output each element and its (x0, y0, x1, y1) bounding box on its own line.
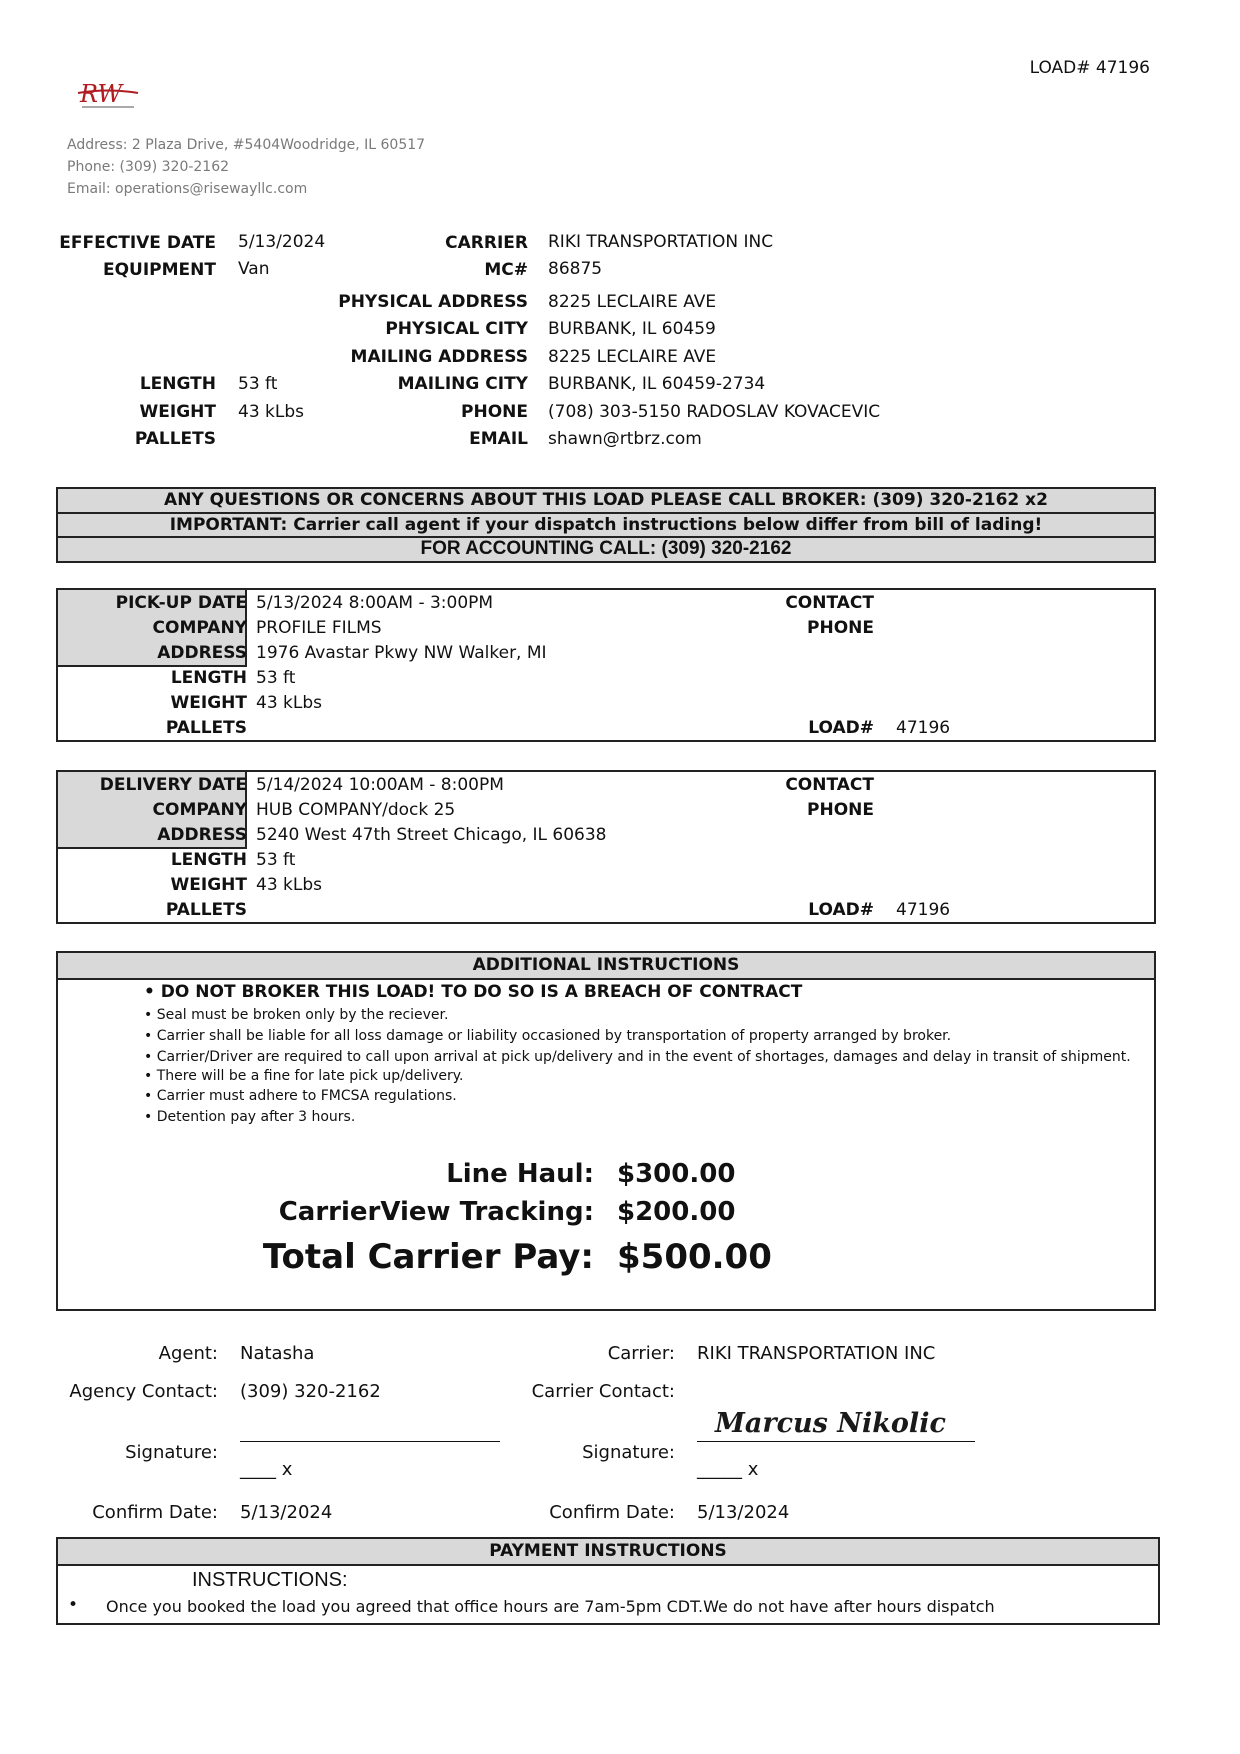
agent-confirm-label: Confirm Date: (92, 1502, 218, 1523)
agent-value: Natasha (240, 1343, 315, 1364)
physical-city-value: BURBANK, IL 60459 (548, 319, 716, 339)
length-value: 53 ft (238, 374, 278, 394)
pickup-box (56, 588, 1156, 742)
delivery-company-value: HUB COMPANY/dock 25 (256, 800, 456, 820)
notice-broker-call: ANY QUESTIONS OR CONCERNS ABOUT THIS LOAD PLEASE CALL BROKER: (309) 320-2162 x2 (58, 489, 1154, 514)
carrier-sig-value: RIKI TRANSPORTATION INC (697, 1343, 936, 1364)
carrier-value: RIKI TRANSPORTATION INC (548, 232, 774, 252)
carrier-contact-label: Carrier Contact: (531, 1381, 675, 1402)
agency-contact-value: (309) 320-2162 (240, 1381, 381, 1402)
pickup-pallets-label: PALLETS (165, 718, 247, 738)
line-haul-label: Line Haul: (446, 1159, 594, 1189)
delivery-date-value: 5/14/2024 10:00AM - 8:00PM (256, 775, 504, 795)
carrier-email-label: EMAIL (469, 429, 528, 449)
notice-important: IMPORTANT: Carrier call agent if your dispatch instructions below differ from bill of lading! (58, 514, 1154, 538)
payment-subtitle: INSTRUCTIONS: (192, 1569, 348, 1591)
carrier-confirm-value: 5/13/2024 (697, 1502, 790, 1523)
carrier-signature-line[interactable] (697, 1441, 975, 1442)
carrier-signature-x: _____ x (697, 1459, 759, 1480)
payment-bullet: • (68, 1595, 79, 1615)
company-phone: Phone: (309) 320-2162 (67, 159, 230, 175)
pickup-load-value: 47196 (896, 718, 951, 738)
pickup-date-label: PICK-UP DATE (115, 593, 247, 613)
carrier-sig-label: Carrier: (607, 1343, 675, 1364)
header-load-label: LOAD# (1029, 58, 1091, 78)
instruction-item: • Carrier must adhere to FMCSA regulations. (144, 1088, 457, 1104)
carrier-signature-label: Signature: (582, 1442, 675, 1463)
mailing-city-label: MAILING CITY (397, 374, 528, 394)
instruction-item: • Detention pay after 3 hours. (144, 1109, 356, 1125)
carrier-confirm-label: Confirm Date: (549, 1502, 675, 1523)
length-label: LENGTH (139, 374, 216, 394)
notices-box (56, 487, 1156, 563)
instructions-title: ADDITIONAL INSTRUCTIONS (58, 953, 1154, 980)
delivery-address-label: ADDRESS (157, 825, 247, 845)
physical-city-label: PHYSICAL CITY (385, 319, 528, 339)
weight-value: 43 kLbs (238, 402, 304, 422)
delivery-weight-label: WEIGHT (170, 875, 247, 895)
instruction-no-broker: • DO NOT BROKER THIS LOAD! TO DO SO IS A BREACH OF CONTRACT (144, 982, 803, 1002)
pickup-company-value: PROFILE FILMS (256, 618, 382, 638)
pickup-weight-value: 43 kLbs (256, 693, 322, 713)
pickup-date-value: 5/13/2024 8:00AM - 3:00PM (256, 593, 494, 613)
header-load (1030, 58, 1150, 78)
equipment-label: EQUIPMENT (102, 260, 216, 280)
physical-address-value: 8225 LECLAIRE AVE (548, 292, 717, 312)
tracking-value: $200.00 (617, 1197, 736, 1227)
agent-signature-x: ____ x (240, 1459, 293, 1480)
svg-text:RW: RW (80, 80, 123, 108)
payment-box (56, 1537, 1160, 1625)
effective-date-label: EFFECTIVE DATE (59, 233, 216, 253)
company-logo (76, 78, 140, 114)
payment-title: PAYMENT INSTRUCTIONS (58, 1539, 1158, 1566)
mailing-city-value: BURBANK, IL 60459-2734 (548, 374, 766, 394)
instruction-item: • Carrier shall be liable for all loss damage or liability occasioned by transportation of property arranged by broker. (144, 1028, 952, 1044)
mc-label: MC# (484, 260, 528, 280)
delivery-address-value: 5240 West 47th Street Chicago, IL 60638 (256, 825, 607, 845)
pickup-contact-label: CONTACT (785, 593, 874, 613)
carrier-label: CARRIER (445, 233, 528, 253)
instructions-box (56, 951, 1156, 1311)
delivery-weight-value: 43 kLbs (256, 875, 322, 895)
delivery-load-value: 47196 (896, 900, 951, 920)
carrier-email-value: shawn@rtbrz.com (548, 429, 702, 449)
agent-signature-line[interactable] (240, 1441, 500, 1442)
company-address: Address: 2 Plaza Drive, #5404Woodridge, IL 60517 (67, 137, 426, 153)
agent-label: Agent: (158, 1343, 218, 1364)
pickup-length-label: LENGTH (170, 668, 247, 688)
delivery-company-label: COMPANY (152, 800, 247, 820)
tracking-label: CarrierView Tracking: (278, 1197, 594, 1227)
pickup-company-label: COMPANY (152, 618, 247, 638)
carrier-handwritten-signature: Marcus Nikolic (715, 1408, 946, 1439)
line-haul-value: $300.00 (617, 1159, 736, 1189)
delivery-phone-label: PHONE (807, 800, 874, 820)
pickup-phone-label: PHONE (807, 618, 874, 638)
instruction-item: • There will be a fine for late pick up/delivery. (144, 1068, 464, 1084)
mailing-address-label: MAILING ADDRESS (350, 347, 528, 367)
carrier-phone-value: (708) 303-5150 RADOSLAV KOVACEVIC (548, 402, 881, 422)
header-load-number: 47196 (1095, 58, 1150, 78)
delivery-length-label: LENGTH (170, 850, 247, 870)
delivery-length-value: 53 ft (256, 850, 296, 870)
pickup-weight-label: WEIGHT (170, 693, 247, 713)
mailing-address-value: 8225 LECLAIRE AVE (548, 347, 717, 367)
agent-signature-label: Signature: (125, 1442, 218, 1463)
effective-date-value: 5/13/2024 (238, 232, 326, 252)
delivery-pallets-label: PALLETS (165, 900, 247, 920)
pickup-address-label: ADDRESS (157, 643, 247, 663)
payment-text: Once you booked the load you agreed that office hours are 7am-5pm CDT.We do not have after hours dispatch (106, 1597, 995, 1616)
delivery-date-label: DELIVERY DATE (99, 775, 247, 795)
pallets-label: PALLETS (134, 429, 216, 449)
agency-contact-label: Agency Contact: (69, 1381, 218, 1402)
total-pay-value: $500.00 (617, 1237, 772, 1277)
pickup-address-value: 1976 Avastar Pkwy NW Walker, MI (256, 643, 547, 663)
pickup-length-value: 53 ft (256, 668, 296, 688)
delivery-load-label: LOAD# (808, 900, 874, 920)
weight-label: WEIGHT (139, 402, 216, 422)
instruction-item: • Carrier/Driver are required to call upon arrival at pick up/delivery and in the event of shortages, damages and delay in transit of shipment. (144, 1049, 1131, 1065)
physical-address-label: PHYSICAL ADDRESS (338, 292, 528, 312)
carrier-phone-label: PHONE (461, 402, 528, 422)
equipment-value: Van (238, 259, 270, 279)
mc-value: 86875 (548, 259, 603, 279)
company-email: Email: operations@risewayllc.com (67, 181, 308, 197)
notice-accounting: FOR ACCOUNTING CALL: (309) 320-2162 (58, 538, 1154, 561)
delivery-box (56, 770, 1156, 924)
pickup-load-label: LOAD# (808, 718, 874, 738)
delivery-contact-label: CONTACT (785, 775, 874, 795)
agent-confirm-value: 5/13/2024 (240, 1502, 333, 1523)
total-pay-label: Total Carrier Pay: (262, 1237, 594, 1277)
instruction-item: • Seal must be broken only by the reciever. (144, 1007, 449, 1023)
